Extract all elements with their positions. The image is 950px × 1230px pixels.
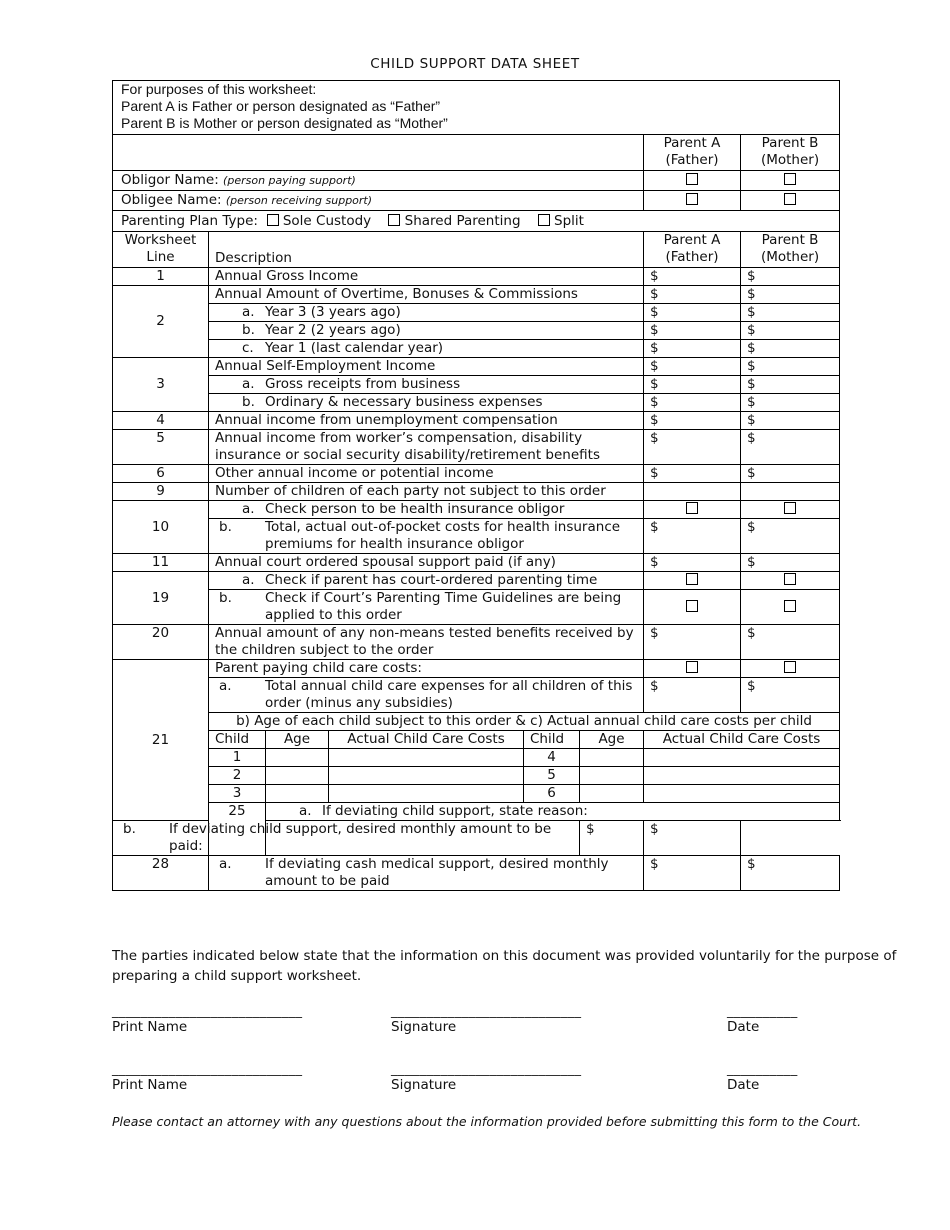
parent-a-amount-field[interactable]: $ bbox=[644, 430, 741, 465]
parent-a-amount-field[interactable]: $ bbox=[644, 412, 741, 430]
line-sub-item: b. Year 2 (2 years ago) bbox=[209, 322, 644, 340]
description-header: Description bbox=[209, 232, 644, 268]
line-sub-item: a. Total annual child care expenses for all children of this order (minus any subsidies) bbox=[209, 678, 644, 713]
print-name-line-1[interactable]: ___________________________ bbox=[112, 1003, 303, 1019]
cost-column-header: Actual Child Care Costs bbox=[329, 731, 524, 749]
child-cost-field[interactable] bbox=[644, 785, 840, 803]
line-number: 2 bbox=[113, 286, 209, 358]
parent-b-amount-field[interactable]: $ bbox=[741, 286, 840, 304]
purpose-note: For purposes of this worksheet: Parent A is Father or person designated as “Father” Parent B is Mother or person designated as “Mother” bbox=[113, 81, 840, 135]
date-line-1[interactable]: __________ bbox=[727, 1003, 798, 1019]
parent-a-amount-field[interactable]: $ bbox=[644, 554, 741, 572]
child-number: 1 bbox=[209, 749, 266, 767]
parent-b-amount-field[interactable]: $ bbox=[741, 322, 840, 340]
parent-a-amount-field[interactable]: $ bbox=[644, 358, 741, 376]
parent-a-amount-field[interactable]: $ bbox=[644, 625, 741, 660]
line-description: Other annual income or potential income bbox=[209, 465, 644, 483]
line-sub-item: b. Check if Court’s Parenting Time Guidelines are being applied to this order bbox=[209, 590, 644, 625]
line-description: Annual Gross Income bbox=[209, 268, 644, 286]
child-age-field[interactable] bbox=[266, 749, 329, 767]
health-obligor-parent-b-checkbox[interactable] bbox=[784, 502, 796, 514]
child-age-field[interactable] bbox=[266, 785, 329, 803]
cost-column-header: Actual Child Care Costs bbox=[644, 731, 840, 749]
parent-a-amount-field[interactable]: $ bbox=[644, 519, 741, 554]
child-column-header: Child bbox=[524, 731, 580, 749]
parent-a-amount-field[interactable]: $ bbox=[644, 322, 741, 340]
parent-b-amount-field[interactable]: $ bbox=[741, 412, 840, 430]
parent-b-amount-field[interactable]: $ bbox=[741, 268, 840, 286]
parent-a-header: Parent A (Father) bbox=[644, 135, 741, 171]
sole-custody-checkbox[interactable] bbox=[267, 214, 279, 226]
parenting-time-parent-a-checkbox[interactable] bbox=[686, 573, 698, 585]
line-sub-item: a. Check if parent has court-ordered parenting time bbox=[209, 572, 644, 590]
parent-a-amount-field[interactable]: $ bbox=[644, 678, 741, 713]
line-number: 10 bbox=[113, 501, 209, 554]
signature-line-1[interactable]: ___________________________ bbox=[391, 1003, 582, 1019]
child-age-field[interactable] bbox=[266, 767, 329, 785]
date-line-2[interactable]: __________ bbox=[727, 1061, 798, 1077]
parent-a-amount-field[interactable]: $ bbox=[644, 268, 741, 286]
child-number: 3 bbox=[209, 785, 266, 803]
parent-b-amount-field[interactable]: $ bbox=[741, 376, 840, 394]
line-sub-item: a. If deviating child support, state reason: bbox=[266, 803, 840, 821]
child-care-payer-parent-a-checkbox[interactable] bbox=[686, 661, 698, 673]
parent-b-amount-field[interactable]: $ bbox=[741, 519, 840, 554]
parent-a-amount-field[interactable]: $ bbox=[580, 821, 644, 856]
signature-label: Signature bbox=[391, 1019, 457, 1035]
child-care-payer-parent-b-checkbox[interactable] bbox=[784, 661, 796, 673]
worksheet-line-header: Worksheet Line bbox=[113, 232, 209, 268]
line-description: Annual court ordered spousal support paid (if any) bbox=[209, 554, 644, 572]
child-number: 2 bbox=[209, 767, 266, 785]
age-column-header: Age bbox=[580, 731, 644, 749]
line-number: 25 bbox=[209, 803, 266, 856]
line-description: Annual amount of any non-means tested benefits received by the children subject to the order bbox=[209, 625, 644, 660]
line-number: 28 bbox=[113, 856, 209, 891]
line-number: 3 bbox=[113, 358, 209, 412]
signature-label: Signature bbox=[391, 1077, 457, 1093]
line-number: 11 bbox=[113, 554, 209, 572]
parent-a-amount-field[interactable]: $ bbox=[644, 286, 741, 304]
child-age-field[interactable] bbox=[580, 767, 644, 785]
shared-parenting-checkbox[interactable] bbox=[388, 214, 400, 226]
parent-a-amount-field[interactable]: $ bbox=[644, 394, 741, 412]
line-number: 5 bbox=[113, 430, 209, 465]
parent-b-amount-field[interactable]: $ bbox=[741, 678, 840, 713]
attorney-note: Please contact an attorney with any questions about the information provided before submitting this form to the Court. bbox=[112, 1114, 862, 1129]
line-number: 9 bbox=[113, 483, 209, 501]
parent-b-amount-field[interactable]: $ bbox=[741, 304, 840, 322]
line-number: 21 bbox=[113, 660, 209, 821]
parenting-time-parent-b-checkbox[interactable] bbox=[784, 573, 796, 585]
line-description: Annual Amount of Overtime, Bonuses & Commissions bbox=[209, 286, 644, 304]
parent-b-column-header: Parent B (Mother) bbox=[741, 232, 840, 268]
date-label: Date bbox=[727, 1077, 760, 1093]
data-sheet-table bbox=[112, 80, 840, 891]
child-cost-field[interactable] bbox=[329, 749, 524, 767]
page-title: CHILD SUPPORT DATA SHEET bbox=[370, 56, 580, 72]
child-cost-field[interactable] bbox=[644, 767, 840, 785]
guidelines-parent-a-checkbox[interactable] bbox=[686, 600, 698, 612]
child-cost-field[interactable] bbox=[329, 785, 524, 803]
voluntary-statement: The parties indicated below state that the information on this document was provided voluntarily for the purpose of preparing a child support worksheet. bbox=[112, 948, 897, 984]
child-number: 6 bbox=[524, 785, 580, 803]
parent-a-column-header: Parent A (Father) bbox=[644, 232, 741, 268]
parent-b-amount-field[interactable]: $ bbox=[741, 856, 840, 891]
parent-b-amount-field[interactable]: $ bbox=[741, 394, 840, 412]
parenting-plan-row: Parenting Plan Type: Sole Custody Shared Parenting Split bbox=[113, 211, 840, 232]
child-cost-field[interactable] bbox=[644, 749, 840, 767]
guidelines-parent-b-checkbox[interactable] bbox=[784, 600, 796, 612]
parent-b-children-field[interactable] bbox=[741, 483, 840, 501]
child-number: 5 bbox=[524, 767, 580, 785]
parent-a-amount-field[interactable]: $ bbox=[644, 465, 741, 483]
line-sub-item: b. If deviating child support, desired monthly amount to be paid: bbox=[113, 821, 580, 856]
obligor-parent-a-checkbox[interactable] bbox=[686, 173, 698, 185]
line-description: Number of children of each party not subject to this order bbox=[209, 483, 644, 501]
parent-a-amount-field[interactable]: $ bbox=[644, 340, 741, 358]
parent-b-amount-field[interactable]: $ bbox=[741, 340, 840, 358]
age-column-header: Age bbox=[266, 731, 329, 749]
parent-b-amount-field[interactable]: $ bbox=[644, 821, 741, 856]
obligor-parent-b-checkbox[interactable] bbox=[784, 173, 796, 185]
child-age-field[interactable] bbox=[580, 749, 644, 767]
print-name-label: Print Name bbox=[112, 1019, 188, 1035]
parent-b-header: Parent B (Mother) bbox=[741, 135, 840, 171]
line-description: Annual Self-Employment Income bbox=[209, 358, 644, 376]
line-sub-item: a. Check person to be health insurance obligor bbox=[209, 501, 644, 519]
line-number: 20 bbox=[113, 625, 209, 660]
line-number: 4 bbox=[113, 412, 209, 430]
line-sub-item: a. Year 3 (3 years ago) bbox=[209, 304, 644, 322]
line-number: 6 bbox=[113, 465, 209, 483]
parent-b-amount-field[interactable]: $ bbox=[741, 358, 840, 376]
line-sub-item: b. Ordinary & necessary business expenses bbox=[209, 394, 644, 412]
health-obligor-parent-a-checkbox[interactable] bbox=[686, 502, 698, 514]
split-checkbox[interactable] bbox=[538, 214, 550, 226]
obligee-name-label: Obligee Name: (person receiving support) bbox=[113, 191, 644, 211]
line-description: Parent paying child care costs: bbox=[209, 660, 644, 678]
line-sub-item: a. Gross receipts from business bbox=[209, 376, 644, 394]
parent-b-amount-field[interactable]: $ bbox=[741, 625, 840, 660]
parent-b-amount-field[interactable]: $ bbox=[741, 465, 840, 483]
parent-b-amount-field[interactable]: $ bbox=[741, 430, 840, 465]
line-description: Annual income from worker’s compensation, disability insurance or social security disability/retirement benefits bbox=[209, 430, 644, 465]
child-care-subheading: b) Age of each child subject to this order & c) Actual annual child care costs per child bbox=[209, 713, 840, 731]
line-description: Annual income from unemployment compensation bbox=[209, 412, 644, 430]
print-name-line-2[interactable]: ___________________________ bbox=[112, 1061, 303, 1077]
line-sub-item: a. If deviating cash medical support, desired monthly amount to be paid bbox=[209, 856, 644, 891]
line-sub-item: c. Year 1 (last calendar year) bbox=[209, 340, 644, 358]
child-column-header: Child bbox=[209, 731, 266, 749]
line-number: 1 bbox=[113, 268, 209, 286]
signature-line-2[interactable]: ___________________________ bbox=[391, 1061, 582, 1077]
child-number: 4 bbox=[524, 749, 580, 767]
child-cost-field[interactable] bbox=[329, 767, 524, 785]
parent-a-children-field[interactable] bbox=[644, 483, 741, 501]
obligee-parent-b-checkbox[interactable] bbox=[784, 193, 796, 205]
obligor-name-label: Obligor Name: (person paying support) bbox=[113, 171, 644, 191]
print-name-label: Print Name bbox=[112, 1077, 188, 1093]
line-sub-item: b. Total, actual out-of-pocket costs for health insurance premiums for health insurance obligor bbox=[209, 519, 644, 554]
child-age-field[interactable] bbox=[580, 785, 644, 803]
obligee-parent-a-checkbox[interactable] bbox=[686, 193, 698, 205]
parent-a-amount-field[interactable]: $ bbox=[644, 856, 741, 891]
date-label: Date bbox=[727, 1019, 760, 1035]
parent-a-amount-field[interactable]: $ bbox=[644, 376, 741, 394]
line-number: 19 bbox=[113, 572, 209, 625]
parent-a-amount-field[interactable]: $ bbox=[644, 304, 741, 322]
parent-b-amount-field[interactable]: $ bbox=[741, 554, 840, 572]
